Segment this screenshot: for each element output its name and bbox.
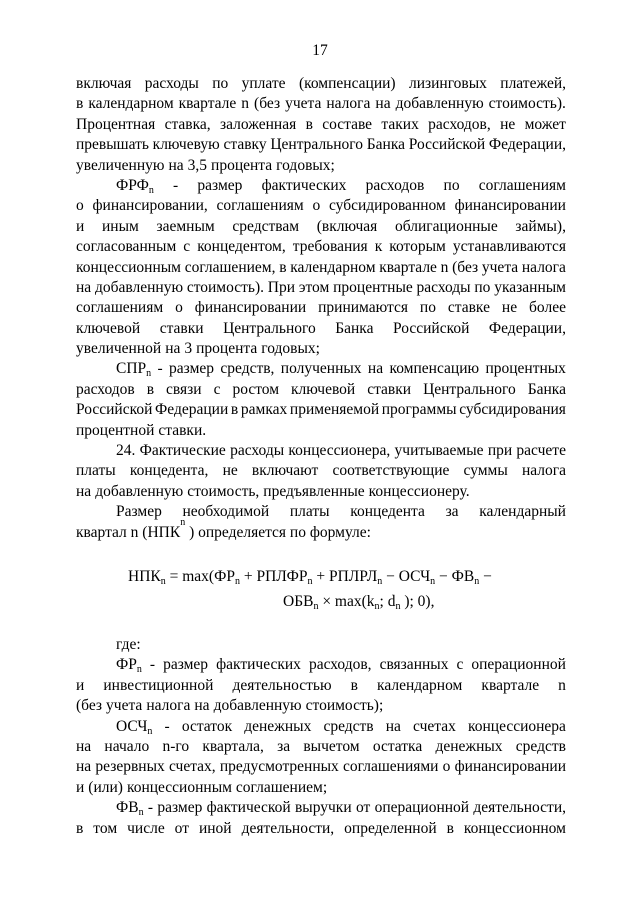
word: (включая	[316, 217, 378, 235]
word: налога	[521, 258, 566, 276]
word: платы	[76, 462, 116, 480]
text-line	[76, 737, 566, 757]
word: -	[173, 176, 179, 194]
word: на	[76, 278, 92, 296]
word: 3	[184, 340, 193, 358]
word: -	[157, 360, 163, 378]
text-line	[76, 502, 566, 522]
word: более	[529, 299, 566, 317]
word: соответствующие	[332, 462, 450, 480]
word: Центрального	[423, 380, 516, 398]
word: том	[93, 819, 118, 837]
word: -	[149, 656, 156, 674]
word: на	[76, 482, 92, 500]
word: остатка	[372, 737, 423, 755]
word: деятельности,	[241, 819, 335, 837]
word: не	[501, 299, 518, 317]
word: полученных	[280, 360, 362, 378]
formula-npk-term: $НПК_n$	[128, 567, 166, 587]
word: вычетом	[303, 737, 360, 755]
word: n	[241, 95, 250, 113]
text-block-after-formula	[76, 635, 566, 839]
word: соглашениям	[76, 299, 164, 317]
word: операционной	[471, 656, 566, 674]
word: налога	[326, 95, 371, 113]
word: концедентом,	[197, 238, 286, 256]
word: в	[305, 115, 313, 133]
formula-fv-term: $ФВ_n$	[451, 567, 480, 587]
word: по	[419, 299, 436, 317]
word: деятельности,	[473, 799, 566, 817]
word: стоимость).	[488, 95, 566, 113]
word: процентной	[76, 421, 155, 439]
word: расходов,	[428, 115, 491, 133]
word: на	[165, 340, 181, 358]
text-line	[76, 258, 566, 278]
word: предъявленные	[263, 482, 365, 500]
word: ключевой	[291, 380, 356, 398]
word: платы	[289, 503, 330, 521]
word: (без	[254, 95, 281, 113]
word: концессионера	[467, 717, 566, 735]
word: увеличенную	[76, 156, 165, 174]
word: ставка,	[164, 115, 211, 133]
word: согласованным	[76, 238, 177, 256]
word: финансировании	[454, 758, 566, 776]
word: и	[76, 676, 85, 694]
word: процентные	[333, 278, 413, 296]
word: фактической	[206, 799, 291, 817]
word: размер	[163, 656, 209, 674]
word: добавленную	[94, 278, 184, 296]
word: размер	[157, 799, 203, 817]
word: выручки	[294, 799, 352, 817]
term-symbol: $ОСЧ_n$	[116, 717, 153, 737]
word: программы	[381, 401, 457, 419]
word: концедента	[350, 503, 425, 521]
word: резервных	[95, 758, 165, 776]
word: Российской	[408, 136, 486, 154]
text-line	[76, 359, 566, 379]
word: на	[76, 737, 92, 755]
word: денежных	[244, 717, 312, 735]
word: начало	[104, 737, 150, 755]
text-line	[76, 380, 566, 400]
word: Российской	[393, 319, 470, 337]
word: концессионным	[76, 258, 181, 276]
text-line	[76, 196, 566, 216]
word: процентных	[485, 360, 566, 378]
word: на	[375, 95, 391, 113]
word: стоимость,	[187, 482, 260, 500]
word: n	[558, 676, 566, 694]
text-line	[76, 156, 566, 176]
term-symbol: НПК	[147, 523, 181, 541]
word: инвестиционной	[103, 676, 214, 694]
word: (или)	[88, 778, 123, 796]
term-symbol: $ФВ_n$	[116, 799, 144, 819]
formula-fr-term: $ФР_n$	[214, 567, 240, 587]
text-line	[76, 339, 566, 359]
word: ставку	[223, 136, 267, 154]
word: финансировании,	[92, 197, 208, 215]
word: к	[374, 238, 383, 256]
word: Размер	[116, 503, 162, 521]
word: применяемой	[289, 401, 380, 419]
word: за	[445, 503, 459, 521]
word: добавленную	[95, 482, 184, 500]
word: ставки	[159, 319, 204, 337]
word: на	[385, 717, 401, 735]
word: увеличенной	[76, 340, 162, 358]
word: не	[500, 115, 516, 133]
word: на	[194, 697, 210, 715]
word: добавленную	[213, 697, 302, 715]
word: -	[147, 799, 154, 817]
formula-plus: +	[312, 567, 329, 585]
text-run: ) определяется по формуле:	[185, 523, 371, 541]
word: на	[367, 360, 384, 378]
word: счетах	[413, 717, 456, 735]
word: Федерации,	[488, 136, 566, 154]
formula-times-max: × max(	[318, 592, 367, 610]
word: определенной	[344, 819, 437, 837]
text-line	[76, 461, 566, 481]
word: и	[76, 217, 85, 235]
formula-separator: ;	[379, 592, 388, 610]
text-line	[76, 757, 566, 777]
word: которым	[389, 238, 446, 256]
word: (компенсации)	[298, 75, 396, 92]
formula-minus: −	[479, 567, 492, 585]
formula-d-term: $d_n$	[387, 592, 401, 612]
word: При	[267, 278, 296, 296]
word: может	[524, 115, 566, 133]
word: числе	[127, 819, 165, 837]
formula-line-1	[128, 567, 492, 587]
word: о	[442, 758, 451, 776]
word: связанных	[379, 656, 449, 674]
word: n	[440, 258, 449, 276]
word: по	[443, 176, 460, 194]
word: займы),	[515, 217, 566, 235]
word: Банка	[335, 319, 374, 337]
word: концессионном	[463, 819, 566, 837]
word: облигационные	[394, 217, 498, 235]
word: расчете	[516, 442, 566, 460]
word: n-го	[162, 737, 190, 755]
word: средств	[515, 737, 566, 755]
word: соглашением,	[184, 258, 276, 276]
term-subscript: n	[180, 516, 186, 528]
word: о	[76, 197, 84, 215]
word: связи	[166, 380, 202, 398]
formula-npk	[76, 555, 566, 635]
word: квартале	[379, 258, 437, 276]
word: расходы	[230, 442, 285, 460]
word: концессионеру.	[368, 482, 470, 500]
word: расходы	[144, 75, 199, 92]
word: Федерации	[155, 401, 229, 419]
word: уплате	[241, 75, 286, 92]
word: с	[213, 380, 221, 398]
word: субсидирования	[459, 401, 566, 419]
word: в	[446, 819, 454, 837]
word: где:	[116, 635, 141, 653]
word: заемным	[156, 217, 215, 235]
word: налога	[146, 697, 191, 715]
formula-obv-term: $ОБВ_n$	[283, 592, 319, 612]
word: в	[230, 401, 239, 419]
word: с	[456, 656, 464, 674]
text-line	[76, 441, 566, 461]
word: в	[146, 380, 155, 398]
formula-rplrl-term: $РПЛРЛ_n$	[328, 567, 383, 587]
word: финансировании	[454, 197, 566, 215]
word: за	[277, 737, 291, 755]
word: стоимость);	[305, 697, 384, 715]
word: от	[355, 799, 371, 817]
word: квартале	[481, 676, 540, 694]
word: иной	[198, 819, 232, 837]
word: календарном	[290, 258, 376, 276]
word: Банка	[366, 136, 406, 154]
document-body	[76, 74, 566, 839]
word: остаток	[181, 717, 233, 735]
word: финансировании	[194, 299, 307, 317]
word: ставки	[367, 380, 412, 398]
word: превышать	[76, 136, 149, 154]
word: в	[76, 95, 84, 113]
word: рамках	[240, 401, 288, 419]
text-line	[76, 819, 566, 839]
word: -	[164, 717, 170, 735]
word: соглашением;	[235, 778, 328, 796]
text-line	[76, 516, 566, 543]
word: ставке	[447, 299, 490, 317]
word: квартала,	[202, 737, 264, 755]
text-line	[76, 176, 566, 196]
word: о	[175, 299, 183, 317]
text-line	[76, 298, 566, 318]
text-line	[76, 217, 566, 237]
word: от	[174, 819, 189, 837]
word: компенсацию	[389, 360, 480, 378]
text-block-before-formula	[76, 74, 566, 543]
word: лизинговых	[408, 75, 487, 92]
word: календарном	[377, 676, 463, 694]
word: включая	[76, 75, 132, 92]
text-line	[76, 115, 566, 135]
text-line	[76, 696, 566, 716]
word: принимаются	[318, 299, 408, 317]
word: календарный	[479, 503, 566, 521]
word: расходы	[416, 278, 471, 296]
word: в	[350, 676, 358, 694]
text-line	[76, 421, 566, 441]
word: календарном	[88, 95, 174, 113]
word: платежей,	[500, 75, 566, 92]
word: квартале	[178, 95, 237, 113]
text-line	[76, 278, 566, 298]
word: этом	[298, 278, 330, 296]
word: ростом	[232, 380, 280, 398]
word: концессионным	[126, 778, 232, 796]
word: концедента,	[129, 462, 209, 480]
word: учета	[285, 95, 322, 113]
word: процента	[196, 340, 258, 358]
word: размер	[169, 360, 215, 378]
formula-line-2	[283, 592, 434, 612]
word: таких	[381, 115, 419, 133]
word: ставки.	[158, 421, 207, 439]
text-line	[76, 778, 566, 798]
word: фактических	[261, 176, 347, 194]
word: заложенная	[220, 115, 297, 133]
text-line	[76, 319, 566, 339]
word: в	[279, 258, 287, 276]
word: иным	[101, 217, 139, 235]
word: расходов,	[308, 656, 372, 674]
word: и	[76, 778, 85, 796]
text-line	[76, 400, 566, 420]
word: устанавливаются	[452, 238, 566, 256]
word: средств	[323, 717, 374, 735]
word: соглашениям	[216, 197, 304, 215]
text-line	[76, 482, 566, 502]
word: Центрального	[223, 319, 316, 337]
word: фактических	[216, 656, 301, 674]
term-symbol: $ФРФ_n$	[116, 176, 154, 196]
text-line	[76, 94, 566, 114]
word: указанным	[494, 278, 566, 296]
text-line	[76, 798, 566, 818]
text-line	[76, 676, 566, 696]
word: счетах,	[168, 758, 216, 776]
word: (без	[452, 258, 479, 276]
formula-eq: = max(	[165, 567, 215, 585]
word: годовых;	[276, 156, 335, 174]
formula-osch-term: $ОСЧ_n$	[398, 567, 436, 587]
word: концессионера,	[288, 442, 391, 460]
text-run: квартал n (	[76, 523, 148, 541]
word: с	[183, 238, 191, 256]
word: соглашениям	[478, 176, 566, 194]
word: процента	[211, 156, 273, 174]
word: Российской	[76, 401, 153, 419]
word: в	[76, 819, 84, 837]
word: средств,	[220, 360, 275, 378]
word: соглашениями	[343, 758, 439, 776]
word: субсидированном	[328, 197, 446, 215]
word: ключевой	[76, 319, 141, 337]
term-symbol: $СПР_n$	[116, 360, 152, 380]
word: при	[487, 442, 513, 460]
word: годовых;	[261, 340, 320, 358]
text-line	[76, 717, 566, 737]
word: расходов	[76, 380, 135, 398]
word: необходимой	[182, 503, 270, 521]
formula-plus: +	[239, 567, 257, 585]
word: учета	[106, 697, 143, 715]
word: денежных	[435, 737, 503, 755]
page-number: 17	[312, 42, 328, 59]
word: предусмотренных	[219, 758, 339, 776]
word: на	[76, 758, 92, 776]
word: ключевую	[152, 136, 220, 154]
word: стоимость).	[186, 278, 265, 296]
word: составе	[322, 115, 373, 133]
formula-k-term: $k_n$	[366, 592, 380, 612]
word: 24.	[116, 442, 136, 460]
word: (без	[76, 697, 103, 715]
word: Федерации,	[488, 319, 566, 337]
formula-minus: −	[382, 567, 399, 585]
text-line	[76, 74, 566, 94]
word: налога	[521, 462, 566, 480]
formula-rplfr-term: $РПЛФР_n$	[256, 567, 313, 587]
word: средствам	[232, 217, 300, 235]
word: Центрального	[270, 136, 364, 154]
word: требования	[292, 238, 368, 256]
text-line	[76, 655, 566, 675]
word: учета	[481, 258, 519, 276]
formula-minus: −	[435, 567, 452, 585]
word: Банка	[527, 380, 566, 398]
word: размер	[197, 176, 243, 194]
word: по	[474, 278, 491, 296]
text-line	[76, 237, 566, 257]
word: суммы	[463, 462, 508, 480]
word: по	[212, 75, 229, 92]
word: деятельностью	[232, 676, 332, 694]
term-symbol: $ФР_n$	[116, 656, 142, 676]
word: Фактические	[139, 442, 226, 460]
word: о	[312, 197, 321, 215]
text-line	[76, 135, 566, 155]
formula-close: ); 0),	[400, 592, 435, 610]
word: учитываемые	[394, 442, 484, 460]
word: Процентная	[76, 115, 156, 133]
word: 3,5	[187, 156, 208, 174]
text-line	[76, 635, 566, 655]
word: не	[222, 462, 238, 480]
word: включают	[251, 462, 319, 480]
word: на	[168, 156, 184, 174]
word: расходов	[365, 176, 425, 194]
word: добавленную	[395, 95, 484, 113]
word: операционной	[374, 799, 470, 817]
